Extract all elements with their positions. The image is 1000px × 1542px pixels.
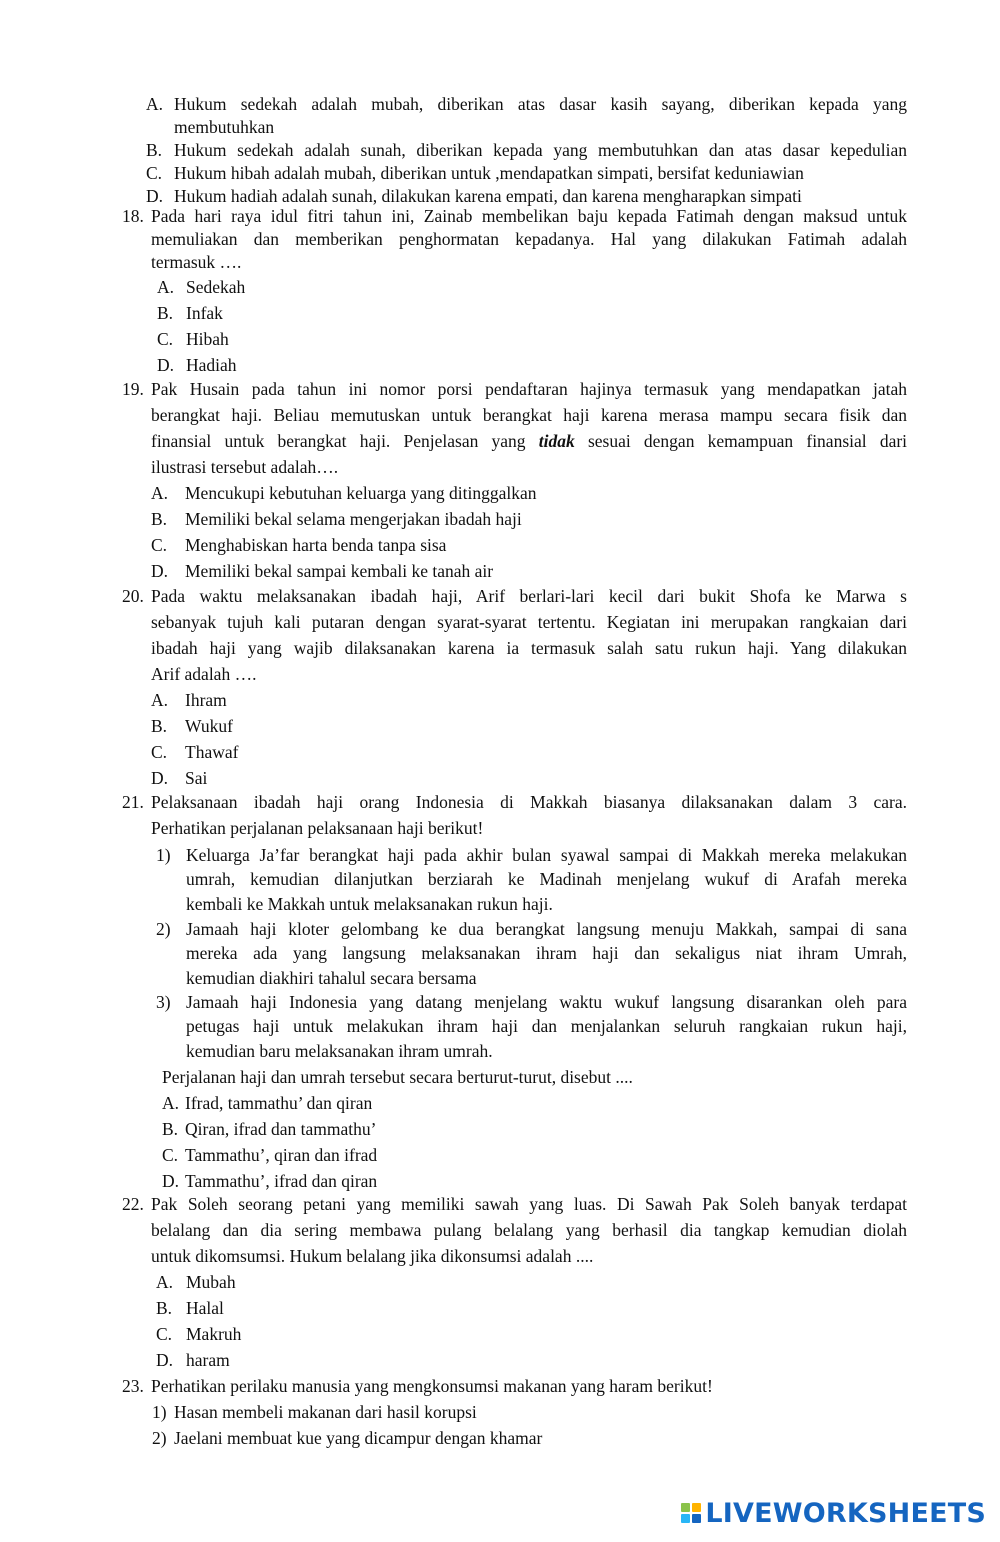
q20-option-a (0, 687, 1000, 713)
item-text: Jamaah haji Indonesia yang datang menjelang waktu wukuf langsung disarankan oleh para (186, 992, 907, 1012)
question-number: 23. (122, 1376, 144, 1396)
option-label: D. (151, 561, 169, 581)
question-number: 18. (122, 206, 144, 226)
question-text: Pada hari raya idul fitri tahun ini, Zainab membelikan baju kepada Fatimah dengan maksud untuk (151, 206, 907, 226)
item-text: kemudian baru melaksanakan ihram umrah. (186, 1041, 493, 1061)
question-text-part: finansial untuk berangkat haji. Penjelasan yang (151, 431, 526, 451)
option-text: haram (186, 1350, 230, 1370)
emphasis-word: tidak (538, 431, 575, 451)
question-number: 20. (122, 586, 144, 606)
question-line (0, 789, 1000, 815)
item-text: mereka ada yang langsung melaksanakan ihram haji dan sekaligus niat ihram Umrah, (186, 943, 907, 963)
item-text: Hasan membeli makanan dari hasil korupsi (174, 1402, 477, 1422)
option-label: D. (156, 1350, 174, 1370)
q20-option-d (0, 765, 1000, 791)
q21-item-2 (0, 917, 1000, 941)
option-text: Sai (185, 768, 208, 788)
item-text: Jaelani membuat kue yang dicampur dengan khamar (174, 1428, 543, 1448)
question-text: Pelaksanaan ibadah haji orang Indonesia di Makkah biasanya dilaksanakan dalam 3 cara. (151, 792, 907, 812)
q21-item-3 (0, 990, 1000, 1014)
option-text: Halal (186, 1298, 224, 1318)
q22-option-a (0, 1269, 1000, 1295)
question-text: ibadah haji yang wajib dilaksanakan karena ia termasuk salah satu rukun haji. Yang dilakukan (151, 638, 907, 658)
question-line (0, 609, 1000, 635)
logo-square-icon (681, 1503, 690, 1512)
question-line (0, 205, 1000, 228)
question-line (0, 454, 1000, 480)
option-text: Hukum sedekah adalah mubah, diberikan atas dasar kasih sayang, diberikan kepada yang (174, 94, 907, 114)
option-label: C. (156, 1324, 173, 1344)
question-text: Perhatikan perjalanan pelaksanaan haji berikut! (151, 818, 484, 838)
question-line (0, 661, 1000, 687)
logo-square-icon (681, 1514, 690, 1523)
q18-option-b (0, 300, 1000, 326)
logo-square-icon (692, 1503, 701, 1512)
q21-item-1-cont (0, 867, 1000, 892)
option-label: D. (146, 186, 164, 206)
option-label: C. (162, 1145, 179, 1165)
question-line (0, 815, 1000, 841)
liveworksheets-icon (681, 1503, 701, 1523)
item-label: 2) (152, 1428, 167, 1448)
option-text: Tammathu’, qiran dan ifrad (185, 1145, 378, 1165)
question-text: belalang dan dia sering membawa pulang belalang yang berhasil dia tangkap kemudian diolah (151, 1220, 907, 1240)
question-19 (0, 376, 1000, 584)
question-text: Perhatikan perilaku manusia yang mengkonsumsi makanan yang haram berikut! (151, 1376, 713, 1396)
option-label: B. (151, 716, 168, 736)
question-line (0, 402, 1000, 428)
question-text (151, 428, 907, 454)
option-label: A. (156, 1272, 174, 1292)
q17-option-b (0, 139, 1000, 162)
item-text: kemudian diakhiri tahalul secara bersama (186, 968, 477, 988)
question-text: ilustrasi tersebut adalah…. (151, 457, 339, 477)
q21-item-3-cont (0, 1039, 1000, 1064)
question-21 (0, 789, 1000, 1194)
q18-option-a (0, 274, 1000, 300)
question-text: sebanyak tujuh kali putaran dengan syarat-syarat tertentu. Kegiatan ini merupakan rangkaian dari (151, 612, 907, 632)
option-label: A. (151, 690, 169, 710)
option-label: D. (151, 768, 169, 788)
question-line (0, 1217, 1000, 1243)
option-text: Hukum hibah adalah mubah, diberikan untuk ,mendapatkan simpati, bersifat keduniawian (174, 163, 804, 183)
liveworksheets-logo[interactable] (681, 1496, 986, 1530)
option-label: A. (157, 277, 175, 297)
question-18 (0, 205, 1000, 378)
question-line (0, 1373, 1000, 1399)
question-text: Pak Husain pada tahun ini nomor porsi pendaftaran hajinya termasuk yang mendapatkan jatah (151, 379, 907, 399)
question-line (0, 228, 1000, 251)
option-text: Makruh (186, 1324, 242, 1344)
option-text: Ihram (185, 690, 227, 710)
option-text: Wukuf (185, 716, 233, 736)
option-text: Hukum sedekah adalah sunah, diberikan kepada yang membutuhkan dan atas dasar kepedulian (174, 140, 907, 160)
q21-item-3-cont (0, 1014, 1000, 1039)
q18-option-d (0, 352, 1000, 378)
option-label: B. (157, 303, 174, 323)
option-text: Tammathu’, ifrad dan qiran (185, 1171, 378, 1191)
item-text: Jamaah haji kloter gelombang ke dua berangkat langsung menuju Makkah, sampai di sana (186, 919, 907, 939)
option-label: D. (157, 355, 175, 375)
question-line (0, 583, 1000, 609)
question-number: 19. (122, 379, 144, 399)
option-text: Menghabiskan harta benda tanpa sisa (185, 535, 447, 555)
question-line (0, 635, 1000, 661)
question-20 (0, 583, 1000, 791)
option-text: Mencukupi kebutuhan keluarga yang ditinggalkan (185, 483, 537, 503)
option-text: Hibah (186, 329, 229, 349)
question-22 (0, 1191, 1000, 1373)
q19-option-c (0, 532, 1000, 558)
question-line (0, 1243, 1000, 1269)
option-text: Sedekah (186, 277, 246, 297)
option-text: Ifrad, tammathu’ dan qiran (185, 1093, 373, 1113)
q22-option-d (0, 1347, 1000, 1373)
question-line (0, 428, 1000, 454)
q17-option-c (0, 162, 1000, 185)
q21-option-b (0, 1116, 1000, 1142)
item-text: kembali ke Makkah untuk melaksanakan rukun haji. (186, 894, 553, 914)
q21-option-a (0, 1090, 1000, 1116)
item-label: 1) (152, 1402, 167, 1422)
question-23 (0, 1373, 1000, 1451)
item-label: 2) (156, 919, 171, 939)
question-text: Arif adalah …. (151, 664, 257, 684)
question-prompt: Perjalanan haji dan umrah tersebut secara berturut-turut, disebut .... (162, 1067, 633, 1087)
question-text: berangkat haji. Beliau memutuskan untuk berangkat haji karena merasa mampu secara fisik dan (151, 405, 907, 425)
q20-option-c (0, 739, 1000, 765)
question-line (0, 376, 1000, 402)
option-label: A. (162, 1093, 180, 1113)
q23-item-2 (0, 1425, 1000, 1451)
option-text: Infak (186, 303, 223, 323)
question-line (0, 251, 1000, 274)
option-label: B. (146, 140, 163, 160)
q19-option-a (0, 480, 1000, 506)
q21-item-1 (0, 844, 1000, 867)
option-text: Mubah (186, 1272, 236, 1292)
q22-option-c (0, 1321, 1000, 1347)
q18-option-c (0, 326, 1000, 352)
q23-item-1 (0, 1399, 1000, 1425)
q19-option-d (0, 558, 1000, 584)
option-label: D. (162, 1171, 180, 1191)
q22-option-b (0, 1295, 1000, 1321)
question-number: 21. (122, 792, 144, 812)
item-label: 1) (156, 845, 171, 865)
option-label: C. (157, 329, 174, 349)
q17-options (0, 93, 1000, 208)
q21-item-2-cont (0, 941, 1000, 966)
question-text: Pak Soleh seorang petani yang memiliki sawah yang luas. Di Sawah Pak Soleh banyak terdapat (151, 1194, 907, 1214)
item-text: umrah, kemudian dilanjutkan berziarah ke Madinah menjelang wukuf di Arafah mereka (186, 869, 907, 889)
option-label: B. (156, 1298, 173, 1318)
option-label: C. (151, 535, 168, 555)
q21-item-1-cont (0, 892, 1000, 917)
q21-prompt (0, 1064, 1000, 1090)
item-text: petugas haji untuk melakukan ihram haji dan menjalankan seluruh rangkaian rukun haji, (186, 1016, 907, 1036)
option-label: A. (146, 94, 164, 114)
q21-item-2-cont (0, 966, 1000, 990)
option-text: Qiran, ifrad dan tammathu’ (185, 1119, 377, 1139)
q20-option-b (0, 713, 1000, 739)
option-text: Hukum hadiah adalah sunah, dilakukan karena empati, dan karena mengharapkan simpati (174, 186, 802, 206)
q17-option-a (0, 93, 1000, 116)
brand-name: LIVEWORKSHEETS (705, 1497, 986, 1529)
q19-option-b (0, 506, 1000, 532)
option-text: Thawaf (185, 742, 239, 762)
option-label: C. (151, 742, 168, 762)
question-line (0, 1191, 1000, 1217)
option-label: B. (151, 509, 168, 529)
option-text: Hadiah (186, 355, 237, 375)
logo-square-icon (692, 1514, 701, 1523)
option-label: B. (162, 1119, 179, 1139)
option-text: Memiliki bekal selama mengerjakan ibadah haji (185, 509, 522, 529)
question-text: memuliakan dan memberikan penghormatan kepadanya. Hal yang dilakukan Fatimah adalah (151, 229, 907, 249)
q21-option-c (0, 1142, 1000, 1168)
question-number: 22. (122, 1194, 144, 1214)
question-text: termasuk …. (151, 252, 242, 272)
question-text: untuk dikomsumsi. Hukum belalang jika dikonsumsi adalah .... (151, 1246, 594, 1266)
item-label: 3) (156, 992, 171, 1012)
option-label: C. (146, 163, 163, 183)
option-text: Memiliki bekal sampai kembali ke tanah air (185, 561, 494, 581)
question-text: Pada waktu melaksanakan ibadah haji, Arif berlari-lari kecil dari bukit Shofa ke Marwa s (151, 586, 907, 606)
q17-option-a-cont (0, 116, 1000, 139)
question-text-part: sesuai dengan kemampuan finansial dari (587, 431, 908, 451)
option-label: A. (151, 483, 169, 503)
item-text: Keluarga Ja’far berangkat haji pada akhir bulan syawal sampai di Makkah mereka melakukan (186, 845, 907, 865)
option-text: membutuhkan (174, 117, 275, 137)
